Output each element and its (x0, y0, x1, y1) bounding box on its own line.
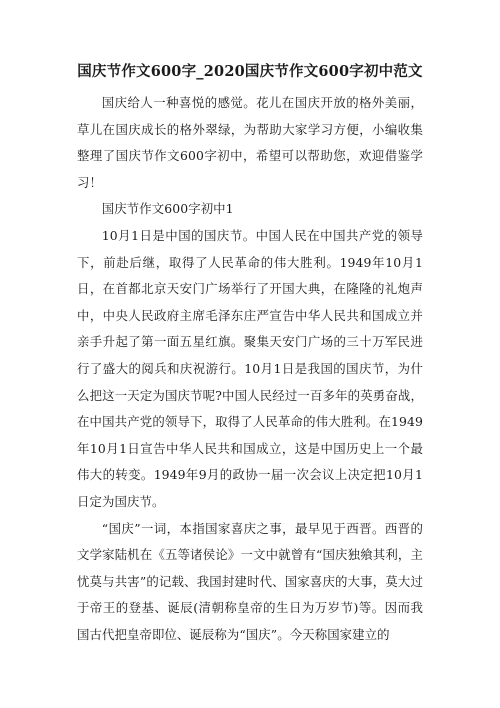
document-body (77, 90, 423, 648)
section-heading: 国庆节作文600字初中1 (101, 201, 234, 217)
body-paragraph: “国庆”一词，本指国家喜庆之事，最早见于西晋。西晋的文学家陆机在《五等诸侯论》一文中就曾有“国庆独飨其利，主忧莫与共害”的记载、我国封建时代、国家喜庆的大事，莫大过于帝王的登基、诞辰(清朝称皇帝的生日为万岁节)等。因而我国古代把皇帝即位、诞辰称为“国庆”。今天称国家建立的 (77, 520, 423, 642)
document-title: 国庆节作文600字_2020国庆节作文600字初中范文 (77, 63, 423, 80)
body-paragraph: 10月1日是中国的国庆节。中国人民在中国共产党的领导下，前赴后继，取得了人民革命的伟大胜利。1949年10月1日，在首都北京天安门广场举行了开国大典，在隆隆的礼炮声中，中央人民政府主席毛泽东庄严宣告中华人民共和国成立并亲手升起了第一面五星红旗。聚集天安门广场的三十万军民进行了盛大的阅兵和庆祝游行。10月1日是我国的国庆节，为什么把这一天定为国庆节呢?中国人民经过一百多年的英勇奋战，在中国共产党的领导下，取得了人民革命的伟大胜利。在1949年10月1日宣告中华人民共和国成立，这是中国历史上一个最伟大的转变。1949年9月的政协一届一次会议上决定把10月1日定为国庆节。 (77, 227, 423, 509)
intro-paragraph: 国庆给人一种喜悦的感觉。花儿在国庆开放的格外美丽，草儿在国庆成长的格外翠绿，为帮助大家学习方便，小编收集整理了国庆节作文600字初中，希望可以帮助您，欢迎借鉴学习！ (77, 95, 423, 190)
